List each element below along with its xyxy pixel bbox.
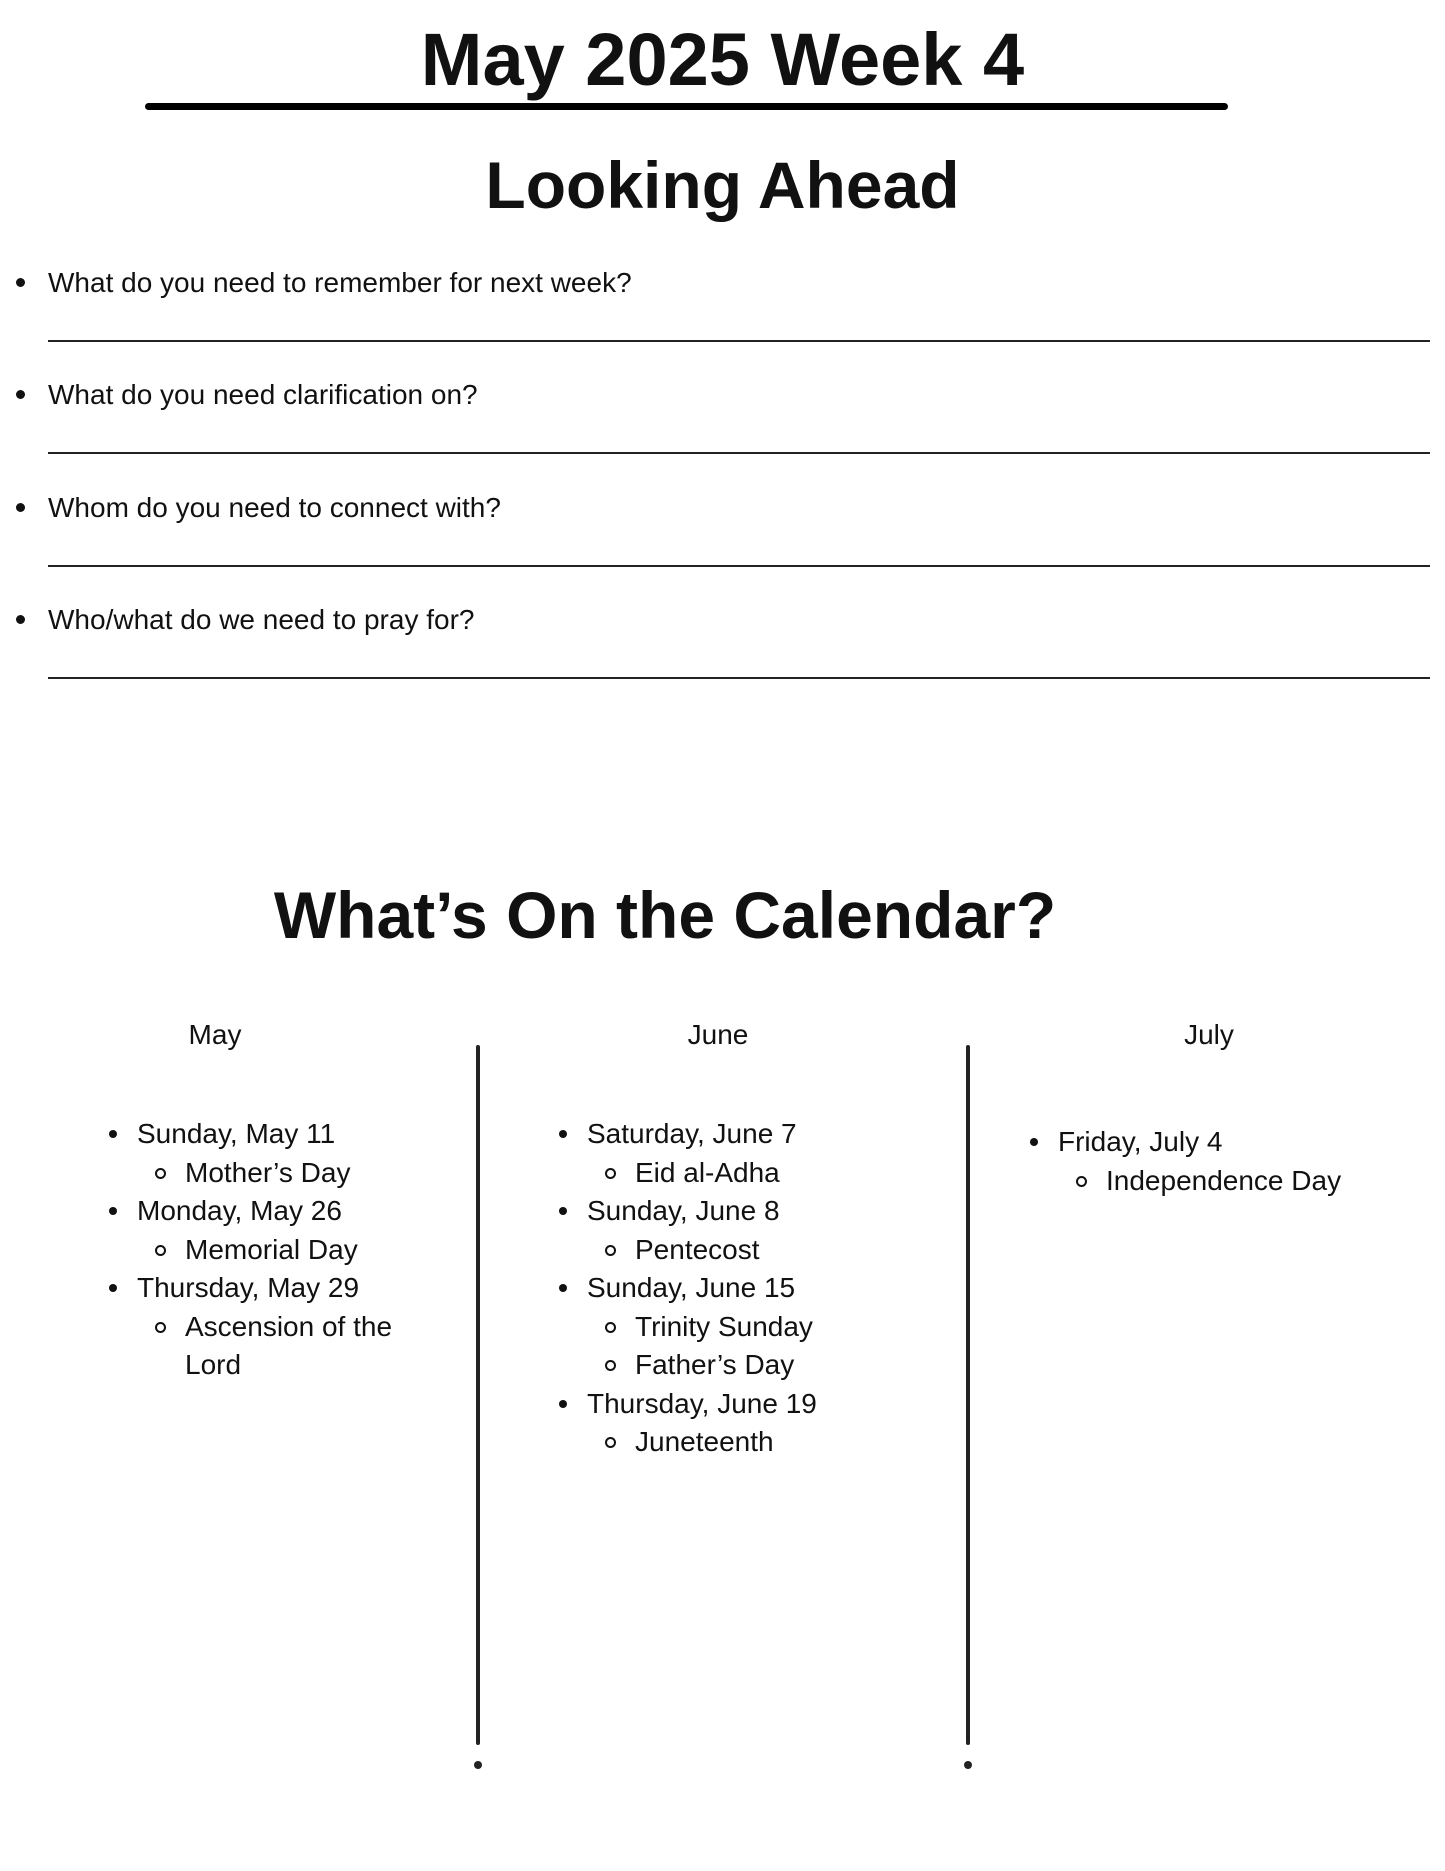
event-item: Trinity Sunday bbox=[555, 1308, 935, 1347]
column-divider bbox=[966, 1045, 970, 1745]
answer-line[interactable] bbox=[48, 677, 1430, 679]
may-events bbox=[105, 1115, 435, 1385]
question-text: Who/what do we need to pray for? bbox=[48, 604, 475, 635]
bullet-icon bbox=[16, 615, 25, 624]
title-underline bbox=[145, 103, 1228, 110]
june-events bbox=[555, 1115, 935, 1462]
calendar-heading: What’s On the Calendar? bbox=[273, 878, 1057, 952]
event-date: Thursday, June 19 bbox=[555, 1385, 935, 1424]
event-item: Pentecost bbox=[555, 1231, 935, 1270]
answer-line[interactable] bbox=[48, 565, 1430, 567]
divider-dot bbox=[964, 1761, 972, 1769]
column-divider bbox=[476, 1045, 480, 1745]
looking-ahead-heading: Looking Ahead bbox=[485, 148, 960, 222]
event-date: Saturday, June 7 bbox=[555, 1115, 935, 1154]
event-date: Monday, May 26 bbox=[105, 1192, 435, 1231]
month-heading-july: July bbox=[1184, 1019, 1234, 1050]
page-title: May 2025 Week 4 bbox=[420, 18, 1025, 101]
event-item: Juneteenth bbox=[555, 1423, 935, 1462]
event-item: Father’s Day bbox=[555, 1346, 935, 1385]
bullet-icon bbox=[16, 390, 25, 399]
event-item: Mother’s Day bbox=[105, 1154, 435, 1193]
question-text: What do you need to remember for next week? bbox=[48, 267, 632, 298]
event-item: Ascension of the Lord bbox=[105, 1308, 435, 1385]
answer-line[interactable] bbox=[48, 452, 1430, 454]
answer-line[interactable] bbox=[48, 340, 1430, 342]
bullet-icon bbox=[16, 503, 25, 512]
event-item: Independence Day bbox=[1026, 1162, 1426, 1201]
event-item: Memorial Day bbox=[105, 1231, 435, 1270]
event-item: Eid al-Adha bbox=[555, 1154, 935, 1193]
question-text: Whom do you need to connect with? bbox=[48, 492, 501, 523]
july-events bbox=[1026, 1123, 1426, 1200]
month-heading-june: June bbox=[687, 1019, 749, 1050]
month-heading-may: May bbox=[188, 1019, 242, 1050]
question-text: What do you need clarification on? bbox=[48, 379, 478, 410]
event-date: Sunday, June 8 bbox=[555, 1192, 935, 1231]
event-date: Thursday, May 29 bbox=[105, 1269, 435, 1308]
divider-dot bbox=[474, 1761, 482, 1769]
bullet-icon bbox=[16, 278, 25, 287]
event-date: Sunday, May 11 bbox=[105, 1115, 435, 1154]
event-date: Sunday, June 15 bbox=[555, 1269, 935, 1308]
event-date: Friday, July 4 bbox=[1026, 1123, 1426, 1162]
